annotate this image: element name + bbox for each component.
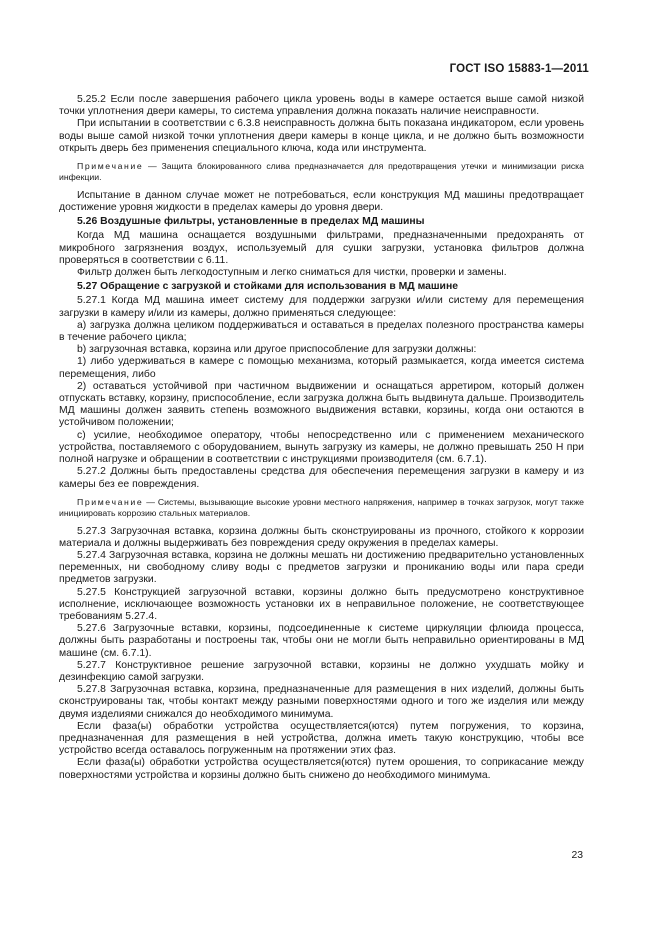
paragraph-5-27-3: 5.27.3 Загрузочная вставка, корзина должны быть сконструированы из прочного, стойкого к коррозии материала и должны выдерживать без повреждения среду окружения в пределах камеры. bbox=[59, 525, 584, 549]
note-label: Примечание bbox=[77, 496, 144, 507]
list-item-b-2: 2) оставаться устойчивой при частичном выдвижении и оснащаться арретиром, который должен отпускать вставку, корзину, приспособление, если загрузка должна быть выдвинута дальше. Производитель МД машины должен заявить степень возможного выдвижения вставки, корзины, когда они остаются в устойчивом положении; bbox=[59, 380, 584, 429]
paragraph: Фильтр должен быть легкодоступным и легко сниматься для чистки, проверки и замены. bbox=[77, 267, 507, 279]
paragraph: Если фаза(ы) обработки устройства осуществляется(ются) путем орошения, то соприкасание между поверхностями устройства и корзины должно быть снижено до необходимого минимума. bbox=[59, 757, 584, 781]
note-label: Примечание bbox=[77, 161, 144, 172]
paragraph-5-25-2: 5.25.2 Если после завершения рабочего цикла уровень воды в камере остается выше самой низкой точки уплотнения двери камеры, то система управления должна показать наличие неисправности. bbox=[59, 94, 584, 118]
list-item-a: а) загрузка должна целиком поддерживаться и оставаться в пределах полезного пространства камеры в течение рабочего цикла; bbox=[59, 319, 584, 344]
paragraph: Когда МД машина оснащается воздушными фильтрами, предназначенными предохранять от микробного загрязнения воздух, используемый для сушки загрузки, установка фильтров должна проверяться в соответствии с 6.11. bbox=[59, 230, 584, 266]
paragraph-5-27-2: 5.27.2 Должны быть предоставлены средства для обеспечения перемещения загрузки в камеру и из камеры без ее повреждения. bbox=[59, 466, 584, 490]
note bbox=[59, 497, 584, 520]
list-item-b: b) загрузочная вставка, корзина или другое приспособление для загрузки должны: bbox=[77, 344, 477, 356]
paragraph-5-27-7: 5.27.7 Конструктивное решение загрузочной вставки, корзины не должно ухудшать мойку и дезинфекцию самой загрузки. bbox=[59, 659, 584, 683]
list-item-c: с) усилие, необходимое оператору, чтобы непосредственно или с применением механического устройства, поставляемого с оборудованием, вынуть загрузку из камеры, не должно превышать 250 Н при полной нагрузке и обращении в соответствии с инструкциями производителя (см. 6.7.1). bbox=[59, 429, 584, 466]
paragraph: При испытании в соответствии с 6.3.8 неисправность должна быть показана индикатором, если уровень воды выше самой низкой точки уплотнения двери камеры в конце цикла, и не должно быть возможности открыть дверь без применения специального ключа, кода или инструмента. bbox=[59, 118, 584, 154]
paragraph-5-27-4: 5.27.4 Загрузочная вставка, корзина не должны мешать ни достижению предварительно установленных переменных, ни свободному сливу воды с предметов загрузки и прониканию воды или пара среди предметов загрузки. bbox=[59, 549, 584, 586]
paragraph-5-27-5: 5.27.5 Конструкцией загрузочной вставки, корзины должно быть предусмотрено конструктивное исполнение, исключающее возможность установки их в неправильное положение, не соответствующее требованиям 5.27.4. bbox=[59, 586, 584, 622]
section-heading-5-27: 5.27 Обращение с загрузкой и стойками для использования в МД машине bbox=[77, 281, 459, 293]
standard-header: ГОСТ ISO 15883-1—2011 bbox=[449, 63, 589, 75]
note-text: — Системы, вызывающие высокие уровни местного напряжения, например в точках загрузок, могут также инициировать коррозию стальных материалов. bbox=[59, 496, 584, 519]
list-item-b-1: 1) либо удерживаться в камере с помощью механизма, который размыкается, когда имеется система перемещения, либо bbox=[59, 356, 584, 380]
paragraph-5-27-1: 5.27.1 Когда МД машина имеет систему для поддержки загрузки и/или систему для перемещения загрузки в камеру и/или из камеры, должно применяться следующее: bbox=[59, 295, 584, 319]
paragraph-5-27-6: 5.27.6 Загрузочные вставки, корзины, подсоединенные к системе циркуляции флюида процесса, должны быть разработаны и построены так, чтобы они не могли быть неправильно ориентированы в МД машине (см. 6.7.1). bbox=[59, 623, 584, 659]
document-body bbox=[59, 94, 584, 782]
note-text: — Защита блокированного слива предназначается для предотвращения утечки и минимизации риска инфекции. bbox=[59, 161, 584, 183]
paragraph: Если фаза(ы) обработки устройства осуществляется(ются) путем погружения, то корзина, предназначенная для размещения в ней устройства, должна иметь такую конструкцию, чтобы все устройство всегда оставалось погруженным на протяжении этих фаз. bbox=[59, 720, 584, 757]
paragraph: Испытание в данном случае может не потребоваться, если конструкция МД машины предотвращает достижение уровня жидкости в пределах камеры до уровня двери. bbox=[59, 189, 584, 214]
note bbox=[59, 161, 584, 184]
section-heading-5-26: 5.26 Воздушные фильтры, установленные в пределах МД машины bbox=[77, 216, 425, 228]
page-number: 23 bbox=[571, 850, 583, 861]
paragraph-5-27-8: 5.27.8 Загрузочная вставка, корзина, предназначенные для размещения в них изделий, должны быть сконструированы так, чтобы контакт между разными поверхностями одного и того же изделия или между двумя изделиями снижался до необходимого минимума. bbox=[59, 684, 584, 720]
